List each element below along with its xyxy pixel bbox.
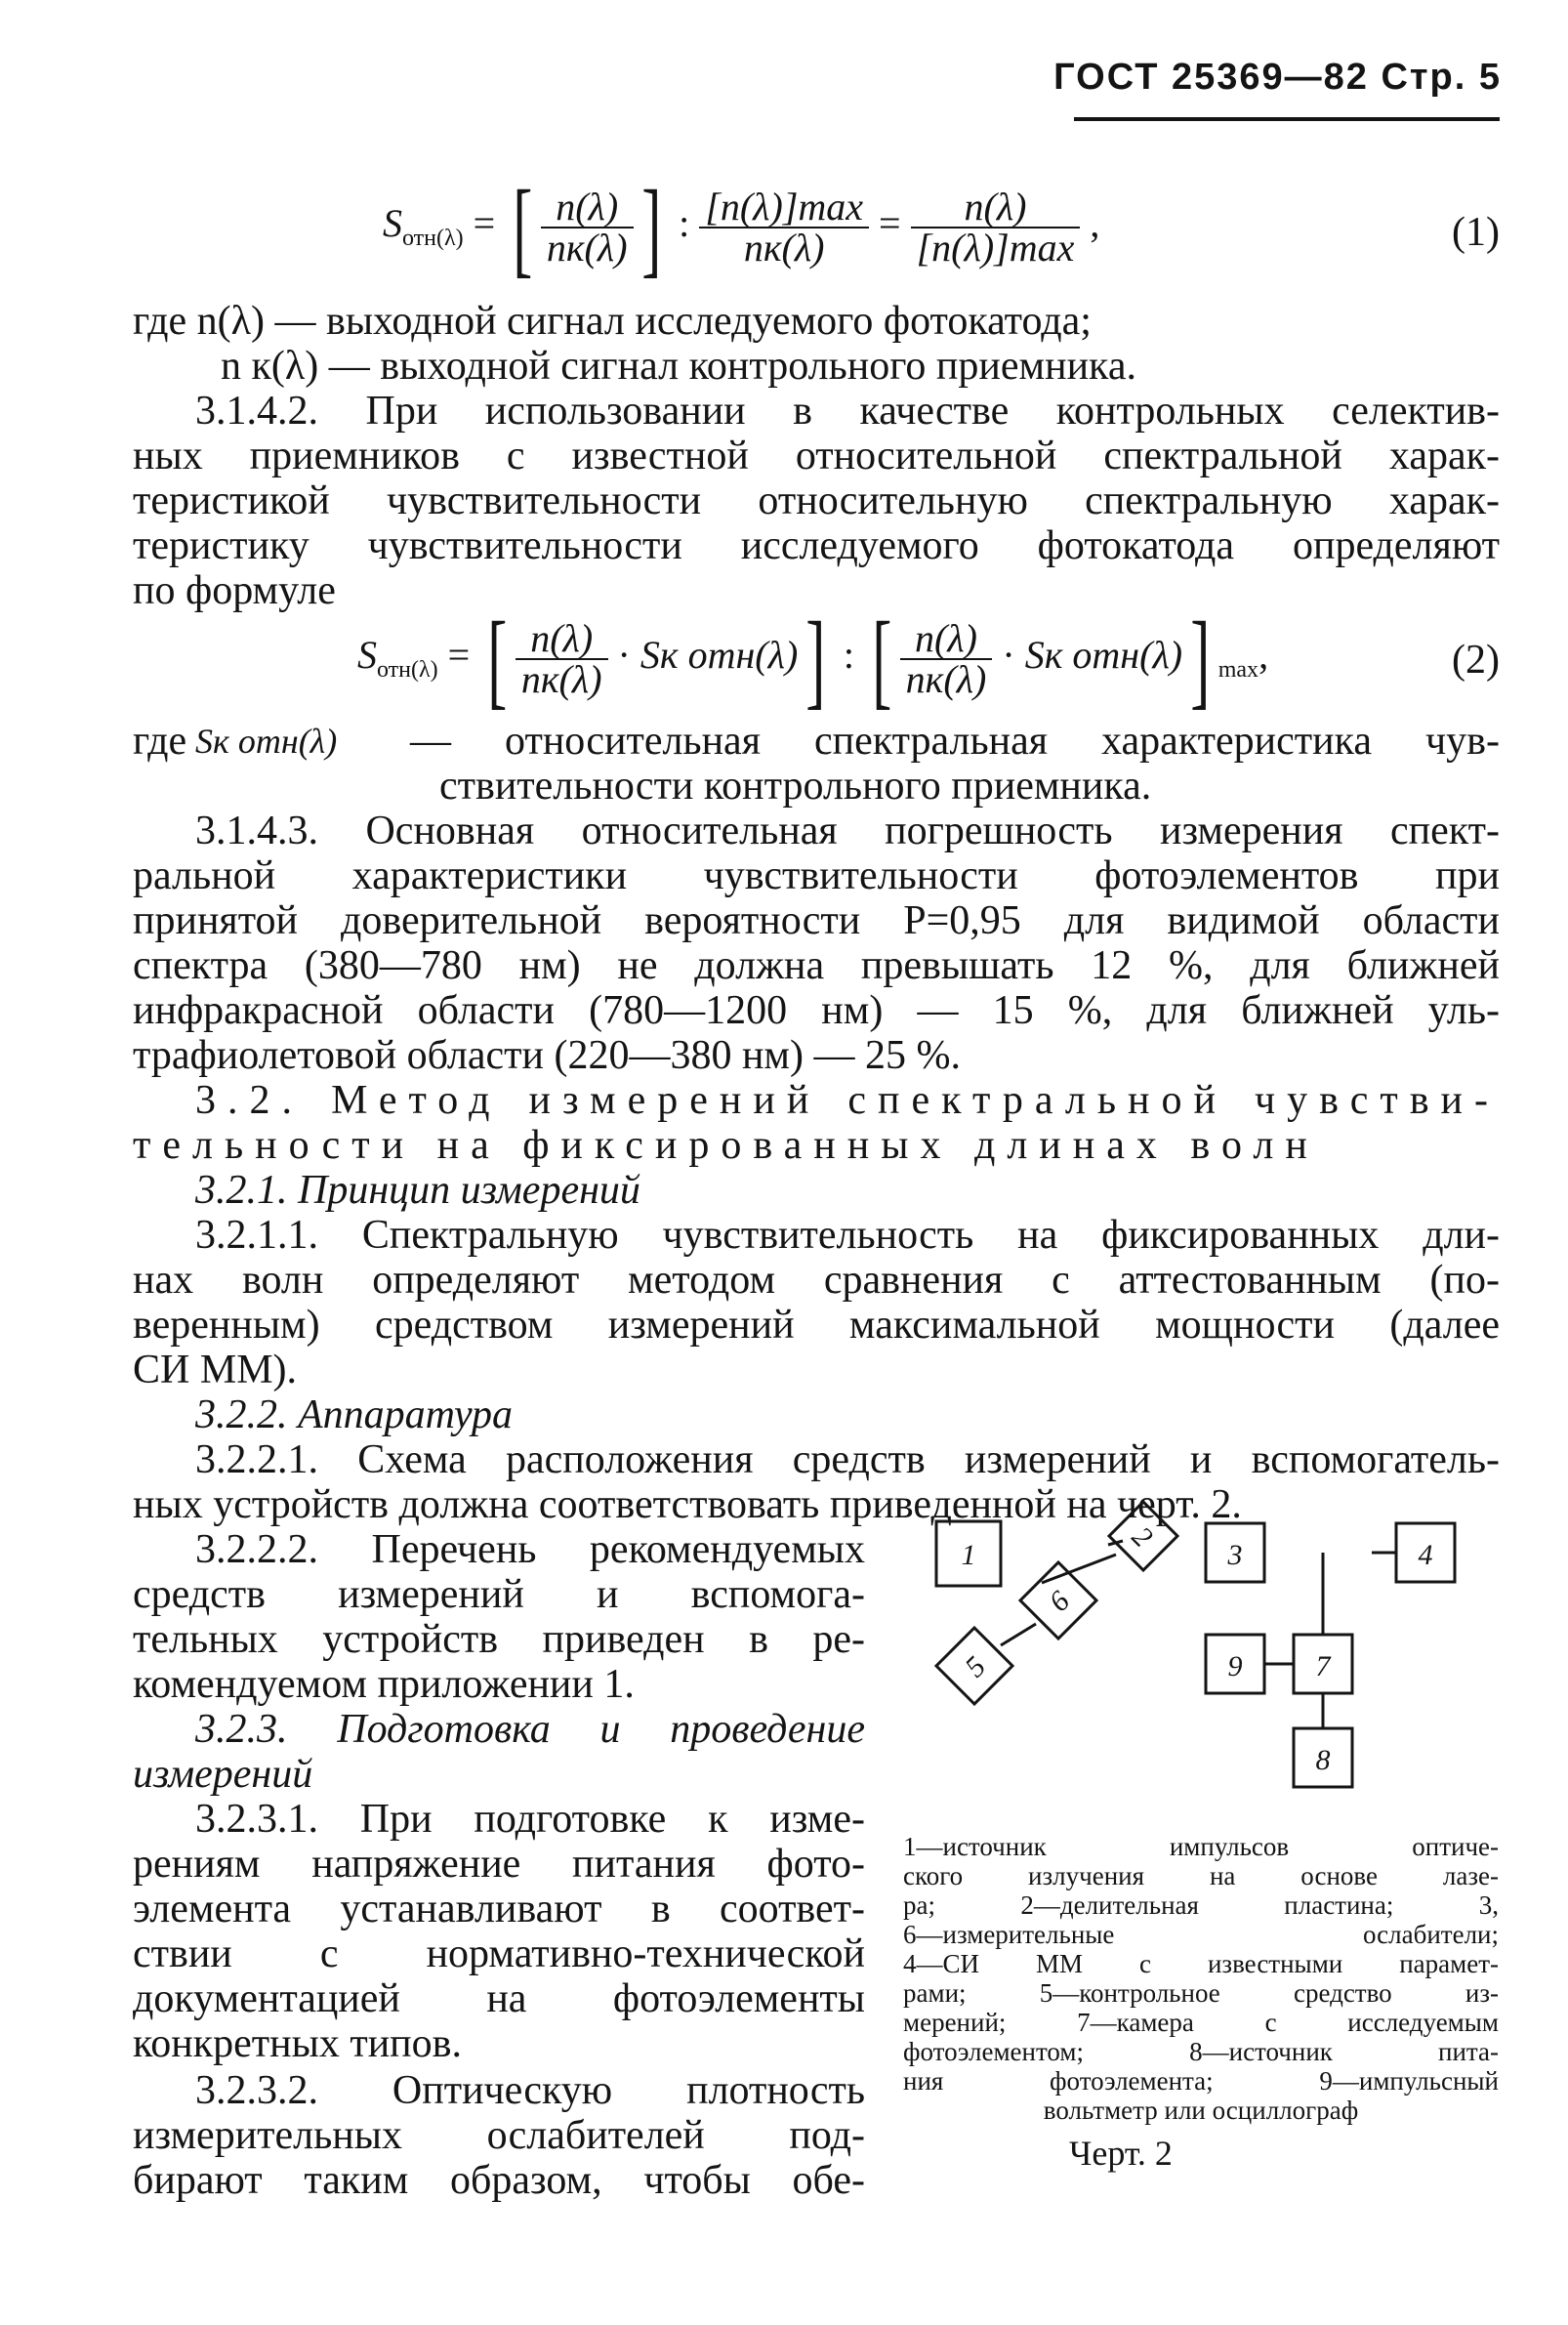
label-4: 4	[1418, 1539, 1433, 1571]
section-323-line1	[195, 1707, 865, 1752]
p3231-line1: 3.2.3.1. При подготовке к изме-	[195, 1797, 865, 1842]
p3143-line1: 3.1.4.3. Основная относительная погрешность измерения спект-	[195, 809, 1500, 853]
p3211-line2: нах волн определяют методом сравнения с аттестованным (по-	[133, 1258, 1500, 1303]
f1-den: nк(λ)	[546, 226, 628, 270]
fraction	[900, 616, 993, 701]
section-32-line1: 3.2. Метод измерений спектральной чувстви-	[195, 1078, 1500, 1123]
f2-colon: :	[843, 633, 855, 678]
fraction	[541, 187, 634, 268]
bracket: ]	[640, 168, 661, 287]
fraction	[911, 187, 1081, 268]
f2-sk2: Sк отн(λ)	[1024, 633, 1183, 678]
where1-line1: где n(λ) — выходной сигнал исследуемого фотокатода;	[133, 299, 1092, 344]
f2-sk: Sк отн(λ)	[640, 633, 799, 678]
bracket: [	[872, 600, 892, 719]
p3142-line1: 3.1.4.2. При использовании в качестве контрольных селектив-	[195, 389, 1500, 434]
caption-line: вольтметр или осциллограф	[1043, 2096, 1359, 2125]
f2-den2: nк(λ)	[905, 657, 987, 701]
bracket: ]	[1190, 600, 1211, 719]
caption-line: рами; 5—контрольное средство из-	[903, 1978, 1499, 2008]
caption-line: фотоэлементом; 8—источник пита-	[903, 2037, 1499, 2066]
p3142-line2: ных приемников с известной относительной спектральной харак-	[133, 434, 1500, 478]
f1-eq2: =	[879, 201, 901, 246]
label-3: 3	[1227, 1539, 1243, 1571]
p3222-line1: 3.2.2.2. Перечень рекомендуемых	[195, 1527, 865, 1572]
p3222-line2: средств измерений и вспомога-	[133, 1572, 865, 1617]
label-6: 6	[1043, 1585, 1077, 1619]
p3222-line4: комендуемом приложении 1.	[133, 1662, 635, 1707]
equation-number-1: (1)	[1452, 210, 1500, 255]
p3232-line1: 3.2.3.2. Оптическую плотность	[195, 2068, 865, 2113]
p3143-line2: ральной характеристики чувствительности фотоэлементов при	[133, 853, 1500, 898]
section-323-line2	[133, 1752, 865, 1797]
p3143-line3: принятой доверительной вероятности P=0,95 для видимой области	[133, 898, 1500, 943]
p3142-line5: по формуле	[133, 568, 336, 613]
caption-line: 4—СИ ММ с известными парамет-	[903, 1949, 1499, 1978]
section-321	[195, 1168, 1500, 1213]
label-9: 9	[1227, 1650, 1243, 1682]
f2-lhs-sub: отн(λ)	[377, 657, 438, 684]
f1-colon: :	[679, 201, 690, 246]
label-7: 7	[1315, 1650, 1331, 1682]
bracket: [	[487, 600, 508, 719]
where2-label: где	[133, 719, 187, 764]
p3142-line4: теристику чувствительности исследуемого фотокатода определяют	[133, 523, 1500, 568]
section-321-text: 3.2.1. Принцип измерений	[195, 1168, 640, 1213]
p3142-line3: теристикой чувствительности относительную спектральную харак-	[133, 478, 1500, 523]
f1-eq: =	[473, 201, 496, 246]
p3221-line1: 3.2.2.1. Схема расположения средств измерений и вспомогатель-	[195, 1437, 1500, 1482]
f2-lhs: S	[357, 633, 377, 678]
section-32-line2: тельности на фиксированных длинах волн	[133, 1123, 1319, 1168]
f2-max: max	[1217, 657, 1259, 684]
formula-2: $S_{отн(\lambda)}$ = [ $\frac{n(\lambda)}{nк(\lambda)}$ · Sк отн(λ)] : [ $\frac{n(\lambda)}{nк(\lambda)}$ · Sк отн(λ)] $_{max}$,	[357, 600, 1269, 719]
f1-num3: n(λ)	[911, 187, 1081, 228]
where1-line2: n к(λ) — выходной сигнал контрольного приемника.	[221, 344, 1136, 389]
p3143-line4: спектра (380—780 нм) не должна превышать 12 %, для ближней	[133, 943, 1500, 988]
section-322	[195, 1392, 1500, 1437]
p3211-line1: 3.2.1.1. Спектральную чувствительность на фиксированных дли-	[195, 1213, 1500, 1258]
equation-number-2: (2)	[1452, 638, 1500, 683]
caption-line: 6—измерительные ослабители;	[903, 1920, 1499, 1949]
p3232-line2: измерительных ослабителей под-	[133, 2113, 865, 2158]
f1-num2: [n(λ)]max	[699, 187, 869, 228]
block-diagram	[913, 1494, 1499, 1826]
fraction	[516, 616, 608, 701]
f1-lhs: S	[383, 201, 402, 246]
p3231-line3: элемента устанавливают в соответ-	[133, 1887, 865, 1931]
formula-1: $S_{отн(\lambda)}$ = [ $\frac{n(\lambda)}{nк(\lambda)}$ ] : $\frac{[n(\lambda)]\max}{nк(\lambda)}$ = $\frac{n(\lambda)}{[n(\lambda)]\max}$ ,	[383, 168, 1100, 287]
where2-line2: ствительности контрольного приемника.	[439, 764, 1152, 809]
bracket: [	[513, 168, 533, 287]
section-322-text: 3.2.2. Аппаратура	[195, 1392, 514, 1437]
section-323-text: 3.2.3. Подготовка и проведение	[195, 1707, 865, 1752]
p3211-line3: веренным) средством измерений максимальной мощности (далее	[133, 1303, 1500, 1348]
caption-line: ского излучения на основе лазе-	[903, 1861, 1499, 1890]
p3143-line6: трафиолетовой области (220—380 нм) — 25 %.	[133, 1033, 961, 1078]
caption-line: ния фотоэлемента; 9—импульсный	[903, 2066, 1499, 2096]
f1-den2: nк(λ)	[743, 226, 825, 270]
p3231-line6: конкретных типов.	[133, 2021, 462, 2066]
header-rule	[1074, 117, 1500, 121]
p3231-line4: ствии с нормативно-технической	[133, 1931, 865, 1976]
page-header: ГОСТ 25369—82 Стр. 5	[1053, 57, 1502, 98]
f1-lhs-sub: отн(λ)	[402, 226, 464, 252]
p3232-line3: бирают таким образом, чтобы обе-	[133, 2158, 865, 2203]
f2-num2: n(λ)	[900, 619, 993, 660]
f2-eq: =	[447, 633, 471, 678]
caption-line: ра; 2—делительная пластина; 3,	[903, 1890, 1499, 1920]
label-8: 8	[1315, 1744, 1331, 1776]
label-2: 2	[1125, 1520, 1159, 1555]
f2-den: nк(λ)	[520, 657, 602, 701]
label-5: 5	[959, 1650, 993, 1684]
p3222-line3: тельных устройств приведен в ре-	[133, 1617, 865, 1662]
caption-line: 1—источник импульсов оптиче-	[903, 1832, 1499, 1861]
p3231-line2: рениям напряжение питания фото-	[133, 1842, 865, 1887]
f1-den3: [n(λ)]max	[916, 226, 1075, 270]
section-323-text2: измерений	[133, 1752, 313, 1797]
p3221-line2: ных устройств должна соответствовать приведенной на черт. 2.	[133, 1482, 1242, 1527]
p3211-line4: СИ ММ).	[133, 1348, 298, 1392]
caption-line: мерений; 7—камера с исследуемым	[903, 2008, 1499, 2037]
where2-symbol: Sк отн(λ)	[195, 722, 338, 761]
p3231-line5: документацией на фотоэлементы	[133, 1976, 865, 2021]
fraction	[699, 187, 869, 268]
where2-line1: — относительная спектральная характеристика чув-	[410, 719, 1500, 764]
label-1: 1	[961, 1539, 976, 1571]
figure-title: Черт. 2	[1069, 2134, 1173, 2173]
f1-num: n(λ)	[541, 187, 634, 228]
figure-caption	[903, 1832, 1499, 2125]
p3143-line5: инфракрасной области (780—1200 нм) — 15 %, для ближней уль-	[133, 988, 1500, 1033]
f2-num: n(λ)	[516, 619, 608, 660]
bracket: ]	[805, 600, 826, 719]
